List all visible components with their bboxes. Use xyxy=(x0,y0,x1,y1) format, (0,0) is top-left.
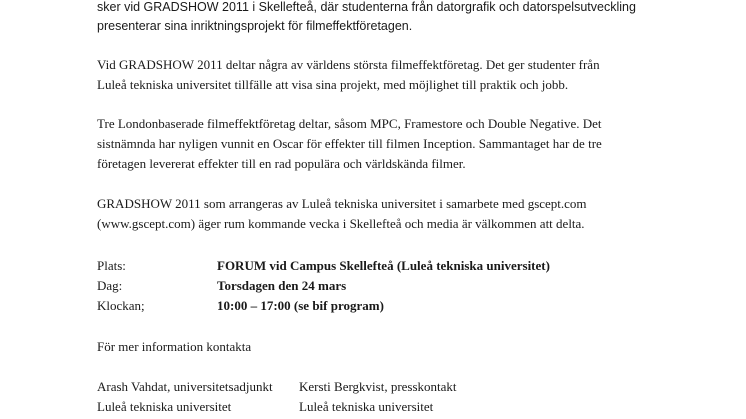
info-value: FORUM vid Campus Skellefteå (Luleå tekniska universitet) xyxy=(217,258,550,273)
intro-line: sker vid GRADSHOW 2011 i Skellefteå, där studenterna från datorgrafik och datorspelsutveckling xyxy=(97,0,636,14)
info-value: 10:00 – 17:00 (se bif program) xyxy=(217,298,384,313)
contact-left: Luleå tekniska universitet xyxy=(97,399,232,414)
paragraph-arrangement xyxy=(97,194,697,234)
contact-heading xyxy=(97,337,697,357)
paragraph-line: företagen levererat effekter till en rad populära och världskända filmer. xyxy=(97,156,466,171)
paragraph-line: Vid GRADSHOW 2011 deltar några av världens största filmeffektföretag. Det ger studenter från xyxy=(97,57,600,72)
contact-heading-text: För mer information kontakta xyxy=(97,339,252,354)
contact-left: Arash Vahdat, universitetsadjunkt xyxy=(97,379,273,394)
paragraph-companies xyxy=(97,55,697,95)
info-label: Dag: xyxy=(97,278,123,293)
info-label: Klockan; xyxy=(97,298,145,313)
info-label: Plats: xyxy=(97,258,126,273)
paragraph-line: Tre Londonbaserade filmeffektföretag deltar, såsom MPC, Framestore och Double Negative. Det xyxy=(97,116,602,131)
paragraph-line: sistnämnda har nyligen vunnit en Oscar för effekter till filmen Inception. Sammantaget har de tre xyxy=(97,136,602,151)
paragraph-line: (www.gscept.com) äger rum kommande vecka i Skellefteå och media är välkommen att delta. xyxy=(97,216,585,231)
paragraph-line: Luleå tekniska universitet tillfälle att visa sina projekt, med möjlighet till praktik och jobb. xyxy=(97,77,569,92)
info-value: Torsdagen den 24 mars xyxy=(217,278,347,293)
intro-paragraph xyxy=(97,0,697,36)
paragraph-london xyxy=(97,114,697,174)
contact-right: Luleå tekniska universitet xyxy=(299,399,434,414)
intro-line: presenterar sina inriktningsprojekt för filmeffektföretagen. xyxy=(97,19,413,33)
contact-right: Kersti Bergkvist, presskontakt xyxy=(299,379,457,394)
paragraph-line: GRADSHOW 2011 som arrangeras av Luleå tekniska universitet i samarbete med gscept.com xyxy=(97,196,587,211)
